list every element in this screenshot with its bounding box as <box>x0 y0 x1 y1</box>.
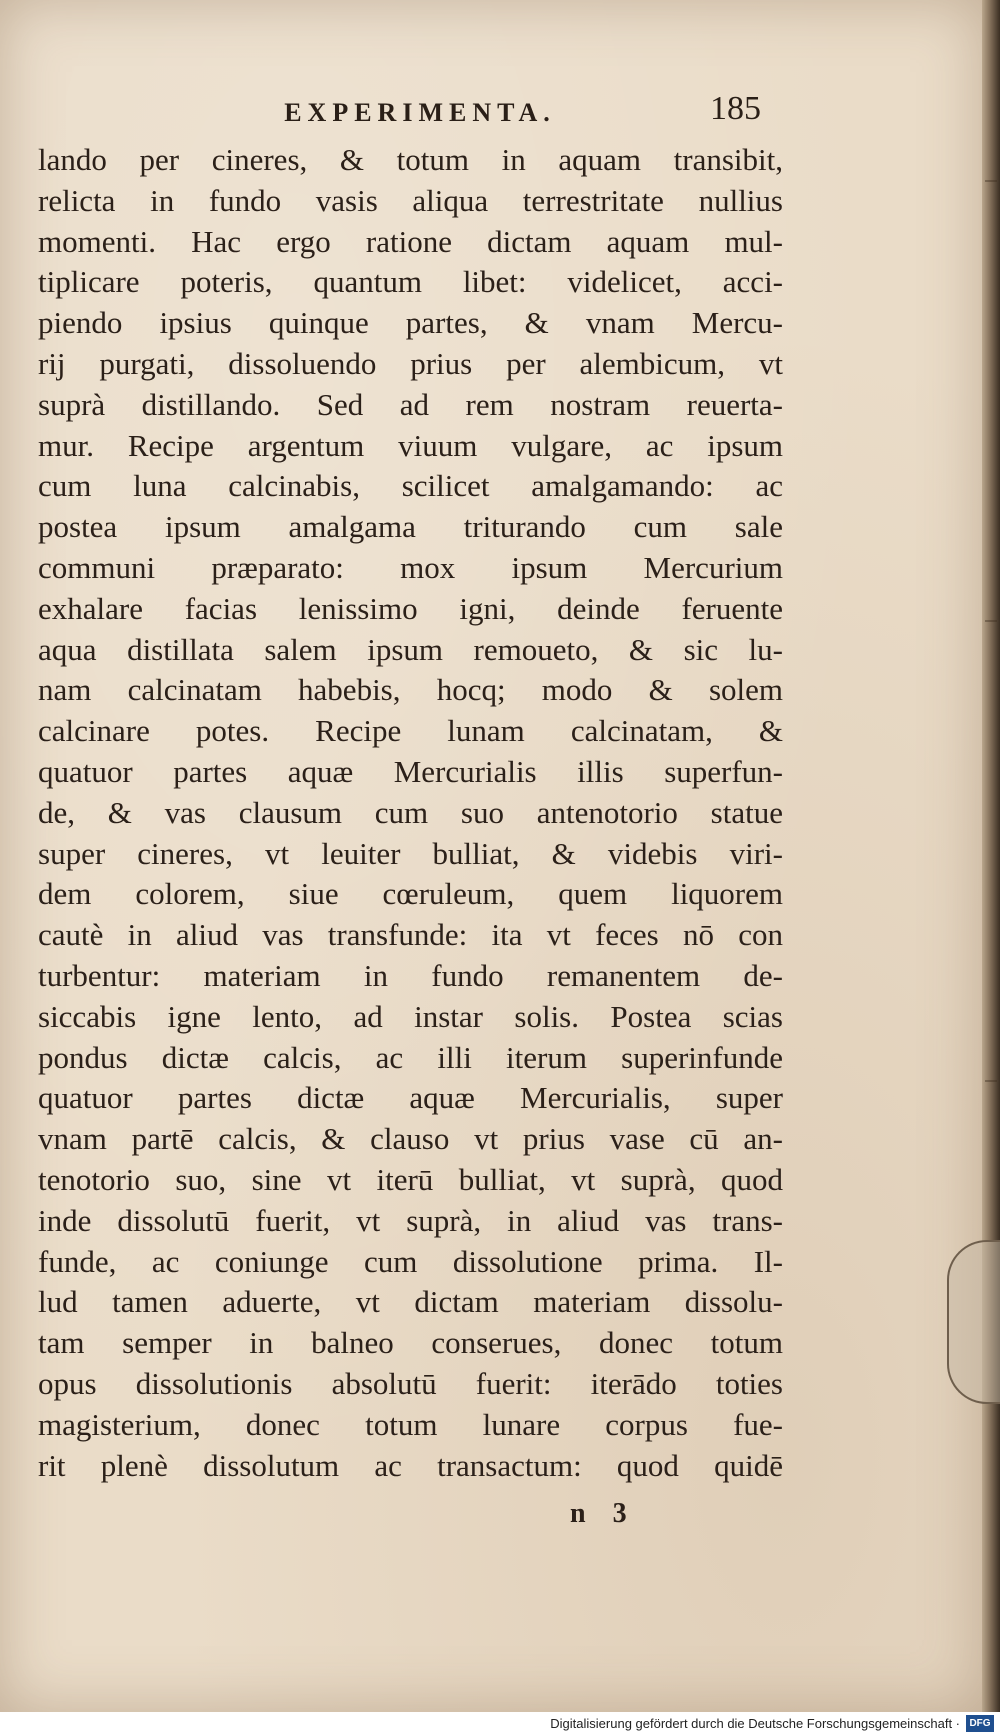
text-line: cautè in aliud vas transfunde: ita vt feces nō con <box>38 917 783 953</box>
text-line: nam calcinatam habebis, hocq; modo & solem <box>38 672 783 708</box>
text-line: quatuor partes aquæ Mercurialis illis superfun- <box>38 753 783 789</box>
signature-mark: n 3 <box>570 1498 637 1529</box>
text-line: pondus dictæ calcis, ac illi iterum superinfunde <box>38 1039 783 1075</box>
digitization-footer <box>0 1712 1000 1736</box>
funding-credit: Digitalisierung gefördert durch die Deutsche Forschungsgemeinschaft · <box>550 1716 960 1731</box>
text-line: calcinare potes. Recipe lunam calcinatam, & <box>38 713 783 749</box>
body-text <box>38 140 783 1486</box>
text-line: lud tamen aduerte, vt dictam materiam dissolu- <box>38 1284 783 1320</box>
text-line: aqua distillata salem ipsum remoueto, & sic lu- <box>38 631 783 667</box>
text-line: turbentur: materiam in fundo remanentem de- <box>38 957 783 993</box>
text-line: vnam partē calcis, & clauso vt prius vase cū an- <box>38 1121 783 1157</box>
text-line: opus dissolutionis absolutū fuerit: iterādo toties <box>38 1365 783 1401</box>
text-line: tiplicare poteris, quantum libet: videlicet, acci- <box>38 264 783 300</box>
text-line: inde dissolutū fuerit, vt suprà, in aliud vas trans- <box>38 1202 783 1238</box>
text-line: super cineres, vt leuiter bulliat, & videbis viri- <box>38 835 783 871</box>
edge-shadow-line <box>985 620 997 622</box>
text-line: lando per cineres, & totum in aquam transibit, <box>38 142 783 177</box>
text-line: funde, ac coniunge cum dissolutione prima. Il- <box>38 1243 783 1279</box>
ribbon-loop <box>947 1240 1000 1404</box>
text-line: relicta in fundo vasis aliqua terrestritate nullius <box>38 182 783 218</box>
edge-shadow-line <box>985 1080 997 1082</box>
text-line: postea ipsum amalgama triturando cum sale <box>38 509 783 545</box>
text-line: tenotorio suo, sine vt iterū bulliat, vt suprà, quod <box>38 1161 783 1197</box>
dfg-logo: DFG <box>966 1715 994 1732</box>
text-line: communi præparato: mox ipsum Mercurium <box>38 549 783 585</box>
text-line: dem colorem, siue cœruleum, quem liquorem <box>38 876 783 912</box>
page-fore-edge <box>982 0 1000 1712</box>
text-line: momenti. Hac ergo ratione dictam aquam mul- <box>38 223 783 259</box>
text-line: de, & vas clausum cum suo antenotorio statue <box>38 794 783 830</box>
text-line: mur. Recipe argentum viuum vulgare, ac ipsum <box>38 427 783 463</box>
text-line: suprà distillando. Sed ad rem nostram reuerta- <box>38 386 783 422</box>
text-line: piendo ipsius quinque partes, & vnam Mercu- <box>38 305 783 341</box>
text-line: tam semper in balneo conserues, donec totum <box>38 1325 783 1361</box>
running-head: EXPERIMENTA. <box>284 98 556 127</box>
text-line: rit plenè dissolutum ac transactum: quod quidē <box>38 1447 783 1483</box>
text-line: exhalare facias lenissimo igni, deinde feruente <box>38 590 783 626</box>
text-line: cum luna calcinabis, scilicet amalgamando: ac <box>38 468 783 504</box>
text-line: rij purgati, dissoluendo prius per alembicum, vt <box>38 345 783 381</box>
page-number: 185 <box>710 90 761 127</box>
edge-shadow-line <box>985 180 997 182</box>
text-line: magisterium, donec totum lunare corpus fue- <box>38 1406 783 1442</box>
text-line: siccabis igne lento, ad instar solis. Postea scias <box>38 998 783 1034</box>
text-line: quatuor partes dictæ aquæ Mercurialis, super <box>38 1080 783 1116</box>
